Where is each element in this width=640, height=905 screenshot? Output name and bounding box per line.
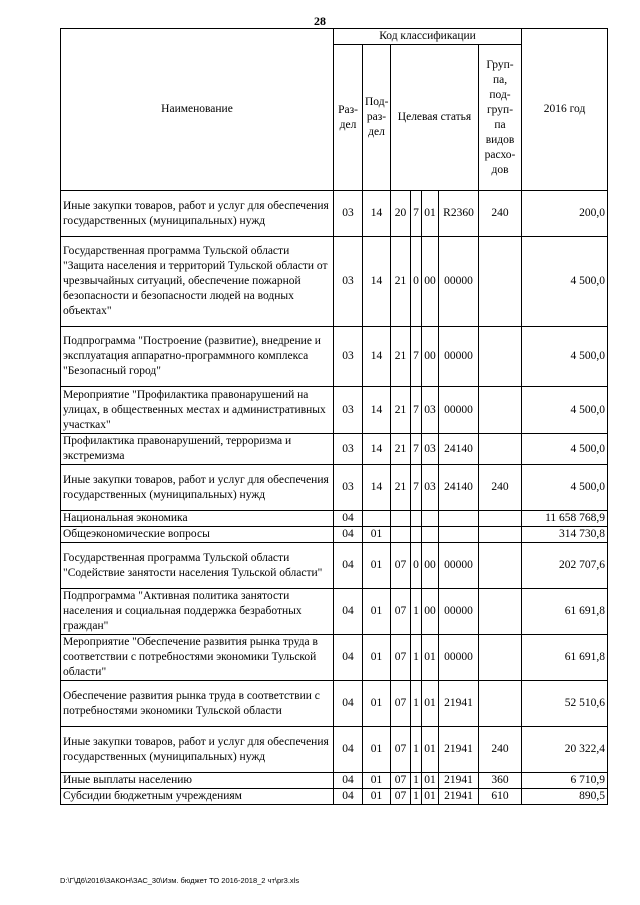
- row-target-direction: 00000: [439, 635, 479, 681]
- row-section: 04: [334, 527, 363, 543]
- row-target-event: 01: [422, 789, 439, 805]
- row-target-event: [422, 527, 439, 543]
- row-name: Иные закупки товаров, работ и услуг для обеспечения государственных (муниципальных) нужд: [61, 191, 334, 237]
- table-row: [61, 789, 608, 805]
- row-subsection: 01: [363, 527, 391, 543]
- row-target-direction: 24140: [439, 465, 479, 511]
- row-target-program: 21: [391, 387, 411, 434]
- row-target-direction: 00000: [439, 327, 479, 387]
- row-target-subprogram: 1: [411, 635, 422, 681]
- row-amount: 52 510,6: [522, 681, 608, 727]
- table-row: [61, 465, 608, 511]
- row-expense-type: 240: [479, 465, 522, 511]
- row-section: 03: [334, 434, 363, 465]
- header-subsection: Под- раз- дел: [363, 45, 391, 191]
- page-number: 28: [314, 14, 326, 28]
- row-subsection: 01: [363, 681, 391, 727]
- row-target-event: 03: [422, 434, 439, 465]
- row-target-subprogram: [411, 527, 422, 543]
- row-amount: 4 500,0: [522, 387, 608, 434]
- row-expense-type: [479, 635, 522, 681]
- row-section: 03: [334, 387, 363, 434]
- row-target-direction: R2360: [439, 191, 479, 237]
- header-classification: Код классификации: [334, 29, 522, 45]
- table-row: [61, 527, 608, 543]
- row-amount: 4 500,0: [522, 237, 608, 327]
- row-subsection: 01: [363, 727, 391, 773]
- row-target-program: [391, 527, 411, 543]
- row-target-event: 03: [422, 465, 439, 511]
- table-row: [61, 543, 608, 589]
- row-section: 03: [334, 237, 363, 327]
- row-expense-type: [479, 237, 522, 327]
- row-subsection: 01: [363, 773, 391, 789]
- row-expense-type: [479, 327, 522, 387]
- row-target-direction: [439, 527, 479, 543]
- row-target-subprogram: 1: [411, 589, 422, 635]
- header-section: Раз- дел: [334, 45, 363, 191]
- row-target-direction: 24140: [439, 434, 479, 465]
- row-target-subprogram: 1: [411, 727, 422, 773]
- row-subsection: 14: [363, 327, 391, 387]
- row-section: 04: [334, 789, 363, 805]
- row-expense-type: [479, 387, 522, 434]
- row-section: 04: [334, 773, 363, 789]
- row-amount: 6 710,9: [522, 773, 608, 789]
- row-target-event: 01: [422, 681, 439, 727]
- row-amount: 4 500,0: [522, 327, 608, 387]
- row-subsection: 01: [363, 589, 391, 635]
- table-row: [61, 681, 608, 727]
- row-target-program: 20: [391, 191, 411, 237]
- row-name: Иные выплаты населению: [61, 773, 334, 789]
- row-subsection: 01: [363, 635, 391, 681]
- row-name: Иные закупки товаров, работ и услуг для обеспечения государственных (муниципальных) нужд: [61, 465, 334, 511]
- row-name: Мероприятие "Профилактика правонарушений на улицах, в общественных местах и административных участках": [61, 387, 334, 434]
- row-target-program: 21: [391, 237, 411, 327]
- table-row: [61, 511, 608, 527]
- row-name: Общеэкономические вопросы: [61, 527, 334, 543]
- header-year: 2016 год: [522, 29, 608, 191]
- table-row: [61, 434, 608, 465]
- row-expense-type: 240: [479, 727, 522, 773]
- row-expense-type: [479, 681, 522, 727]
- header-row-top: [61, 29, 608, 45]
- header-group: Груп- па, под- груп- па видов расхо- дов: [479, 45, 522, 191]
- table-row: [61, 589, 608, 635]
- row-target-event: 01: [422, 773, 439, 789]
- row-target-direction: 21941: [439, 727, 479, 773]
- table-row: [61, 237, 608, 327]
- row-target-subprogram: [411, 511, 422, 527]
- header-name: Наименование: [61, 29, 334, 191]
- row-target-event: [422, 511, 439, 527]
- row-name: Национальная экономика: [61, 511, 334, 527]
- row-amount: 4 500,0: [522, 434, 608, 465]
- row-target-program: 07: [391, 773, 411, 789]
- row-subsection: 14: [363, 387, 391, 434]
- row-name: Государственная программа Тульской области "Содействие занятости населения Тульской области": [61, 543, 334, 589]
- row-amount: 202 707,6: [522, 543, 608, 589]
- row-section: 03: [334, 465, 363, 511]
- row-name: Подпрограмма "Построение (развитие), внедрение и эксплуатация аппаратно-программного комплекса "Безопасный город": [61, 327, 334, 387]
- row-subsection: 14: [363, 191, 391, 237]
- row-target-program: 07: [391, 789, 411, 805]
- row-amount: 20 322,4: [522, 727, 608, 773]
- table-row: [61, 387, 608, 434]
- row-section: 04: [334, 589, 363, 635]
- row-expense-type: [479, 543, 522, 589]
- row-section: 04: [334, 635, 363, 681]
- row-target-event: 01: [422, 191, 439, 237]
- row-name: Подпрограмма "Активная политика занятости населения и социальная поддержка безработных граждан": [61, 589, 334, 635]
- header-target: Целевая статья: [391, 45, 479, 191]
- row-expense-type: [479, 527, 522, 543]
- row-subsection: 01: [363, 789, 391, 805]
- row-section: 04: [334, 681, 363, 727]
- row-target-subprogram: 1: [411, 773, 422, 789]
- row-target-subprogram: 7: [411, 465, 422, 511]
- row-expense-type: [479, 434, 522, 465]
- table-row: [61, 727, 608, 773]
- row-target-direction: 21941: [439, 773, 479, 789]
- row-section: 04: [334, 727, 363, 773]
- row-target-event: 00: [422, 327, 439, 387]
- row-expense-type: 360: [479, 773, 522, 789]
- table-row: [61, 327, 608, 387]
- row-expense-type: 240: [479, 191, 522, 237]
- row-target-subprogram: 7: [411, 327, 422, 387]
- row-subsection: 14: [363, 434, 391, 465]
- row-target-event: 01: [422, 727, 439, 773]
- file-path-footer: D:\Г\Д6\2016\ЗАКОН\ЗАС_30\Изм. бюджет ТО 2016-2018_2 чт\pr3.xls: [60, 876, 300, 885]
- table-row: [61, 635, 608, 681]
- row-section: 04: [334, 543, 363, 589]
- row-target-direction: [439, 511, 479, 527]
- row-target-subprogram: 1: [411, 681, 422, 727]
- row-target-subprogram: 0: [411, 543, 422, 589]
- row-target-subprogram: 0: [411, 237, 422, 327]
- row-name: Профилактика правонарушений, терроризма и экстремизма: [61, 434, 334, 465]
- row-target-direction: 00000: [439, 589, 479, 635]
- row-target-subprogram: 7: [411, 434, 422, 465]
- budget-table: [60, 28, 608, 805]
- row-target-program: 07: [391, 681, 411, 727]
- row-target-program: 21: [391, 434, 411, 465]
- row-target-direction: 21941: [439, 789, 479, 805]
- row-target-direction: 21941: [439, 681, 479, 727]
- row-target-program: [391, 511, 411, 527]
- table-row: [61, 191, 608, 237]
- row-target-event: 01: [422, 635, 439, 681]
- row-target-event: 00: [422, 589, 439, 635]
- row-target-direction: 00000: [439, 543, 479, 589]
- row-expense-type: 610: [479, 789, 522, 805]
- row-target-subprogram: 1: [411, 789, 422, 805]
- row-name: Субсидии бюджетным учреждениям: [61, 789, 334, 805]
- row-expense-type: [479, 589, 522, 635]
- row-target-event: 00: [422, 237, 439, 327]
- row-subsection: 01: [363, 543, 391, 589]
- row-subsection: 14: [363, 465, 391, 511]
- row-amount: 314 730,8: [522, 527, 608, 543]
- row-amount: 11 658 768,9: [522, 511, 608, 527]
- row-target-subprogram: 7: [411, 191, 422, 237]
- row-name: Государственная программа Тульской области "Защита населения и территорий Тульской области от чрезвычайных ситуаций, обеспечение пожарной безопасности и безопасности людей на водных объектах": [61, 237, 334, 327]
- row-name: Иные закупки товаров, работ и услуг для обеспечения государственных (муниципальных) нужд: [61, 727, 334, 773]
- row-target-program: 21: [391, 465, 411, 511]
- row-target-event: 00: [422, 543, 439, 589]
- row-target-subprogram: 7: [411, 387, 422, 434]
- row-expense-type: [479, 511, 522, 527]
- row-amount: 200,0: [522, 191, 608, 237]
- row-target-program: 07: [391, 589, 411, 635]
- row-target-program: 07: [391, 635, 411, 681]
- row-amount: 61 691,8: [522, 635, 608, 681]
- row-target-program: 21: [391, 327, 411, 387]
- row-target-direction: 00000: [439, 387, 479, 434]
- row-target-event: 03: [422, 387, 439, 434]
- row-target-program: 07: [391, 727, 411, 773]
- table-row: [61, 773, 608, 789]
- row-amount: 61 691,8: [522, 589, 608, 635]
- row-subsection: [363, 511, 391, 527]
- row-subsection: 14: [363, 237, 391, 327]
- row-amount: 4 500,0: [522, 465, 608, 511]
- row-target-program: 07: [391, 543, 411, 589]
- row-target-direction: 00000: [439, 237, 479, 327]
- row-name: Мероприятие "Обеспечение развития рынка труда в соответствии с потребностями экономики Тульской области": [61, 635, 334, 681]
- row-section: 03: [334, 191, 363, 237]
- row-name: Обеспечение развития рынка труда в соответствии с потребностями экономики Тульской области: [61, 681, 334, 727]
- row-section: 03: [334, 327, 363, 387]
- row-section: 04: [334, 511, 363, 527]
- row-amount: 890,5: [522, 789, 608, 805]
